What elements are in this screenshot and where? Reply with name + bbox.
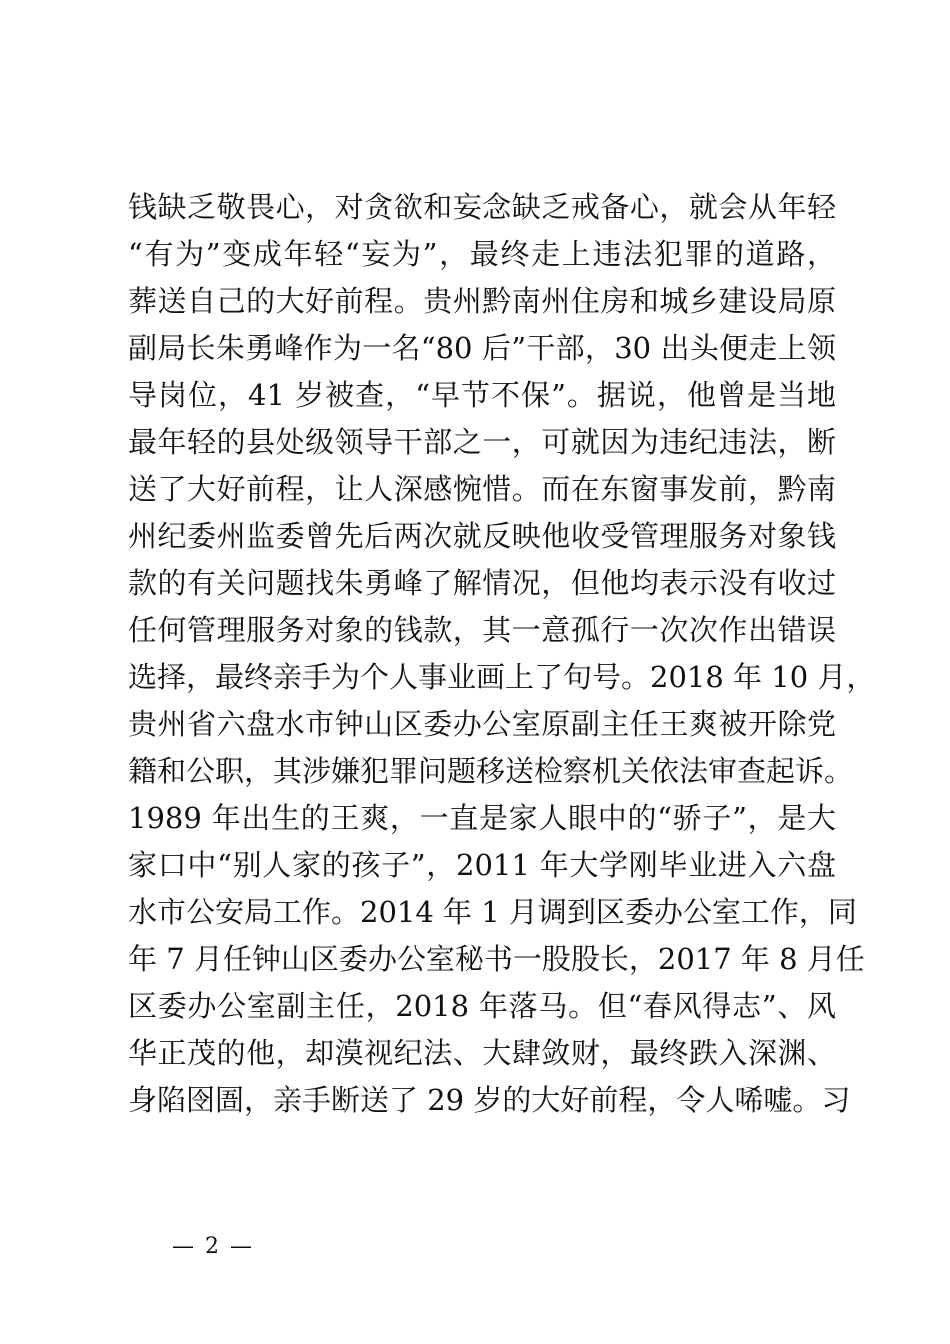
text-line: “有为”变成年轻“妄为”，最终走上违法犯罪的道路， [128,237,836,271]
text-line: 贵州省六盘水市钟山区委办公室原副主任王爽被开除党 [128,707,836,741]
text-line: 水市公安局工作。2014 年 1 月调到区委办公室工作，同 [128,895,857,929]
text-line: 钱缺乏敬畏心，对贪欲和妄念缺乏戒备心，就会从年轻 [128,190,836,224]
body-paragraph [128,184,876,1124]
text-line: 最年轻的县处级领导干部之一，可就因为违纪违法，断 [128,425,836,459]
text-line: 1989 年出生的王爽，一直是家人眼中的“骄子”，是大 [128,801,836,835]
text-line: 家口中“别人家的孩子”，2011 年大学刚毕业进入六盘 [128,848,836,882]
text-line: 送了大好前程，让人深感惋惜。而在东窗事发前，黔南 [128,472,836,506]
page-number: — 2 — [172,1234,254,1259]
text-line: 选择，最终亲手为个人事业画上了句号。2018 年 10 月， [128,660,876,694]
text-line: 州纪委州监委曾先后两次就反映他收受管理服务对象钱 [128,519,836,553]
text-line: 款的有关问题找朱勇峰了解情况，但他均表示没有收过 [128,566,836,600]
text-line: 籍和公职，其涉嫌犯罪问题移送检察机关依法审查起诉。 [128,754,854,788]
text-line: 年 7 月任钟山区委办公室秘书一股股长，2017 年 8 月任 [128,942,865,976]
text-line: 任何管理服务对象的钱款，其一意孤行一次次作出错误 [128,613,836,647]
text-line: 副局长朱勇峰作为一名“80 后”干部，30 出头便走上领 [128,331,836,365]
text-line: 身陷囹圄，亲手断送了 29 岁的大好前程，令人唏嘘。习 [128,1083,851,1117]
text-line: 导岗位，41 岁被查，“早节不保”。据说，他曾是当地 [128,378,836,412]
text-line: 葬送自己的大好前程。贵州黔南州住房和城乡建设局原 [128,284,836,318]
text-line: 华正茂的他，却漠视纪法、大肆敛财，最终跌入深渊、 [128,1036,836,1070]
text-line: 区委办公室副主任，2018 年落马。但“春风得志”、风 [128,989,836,1023]
